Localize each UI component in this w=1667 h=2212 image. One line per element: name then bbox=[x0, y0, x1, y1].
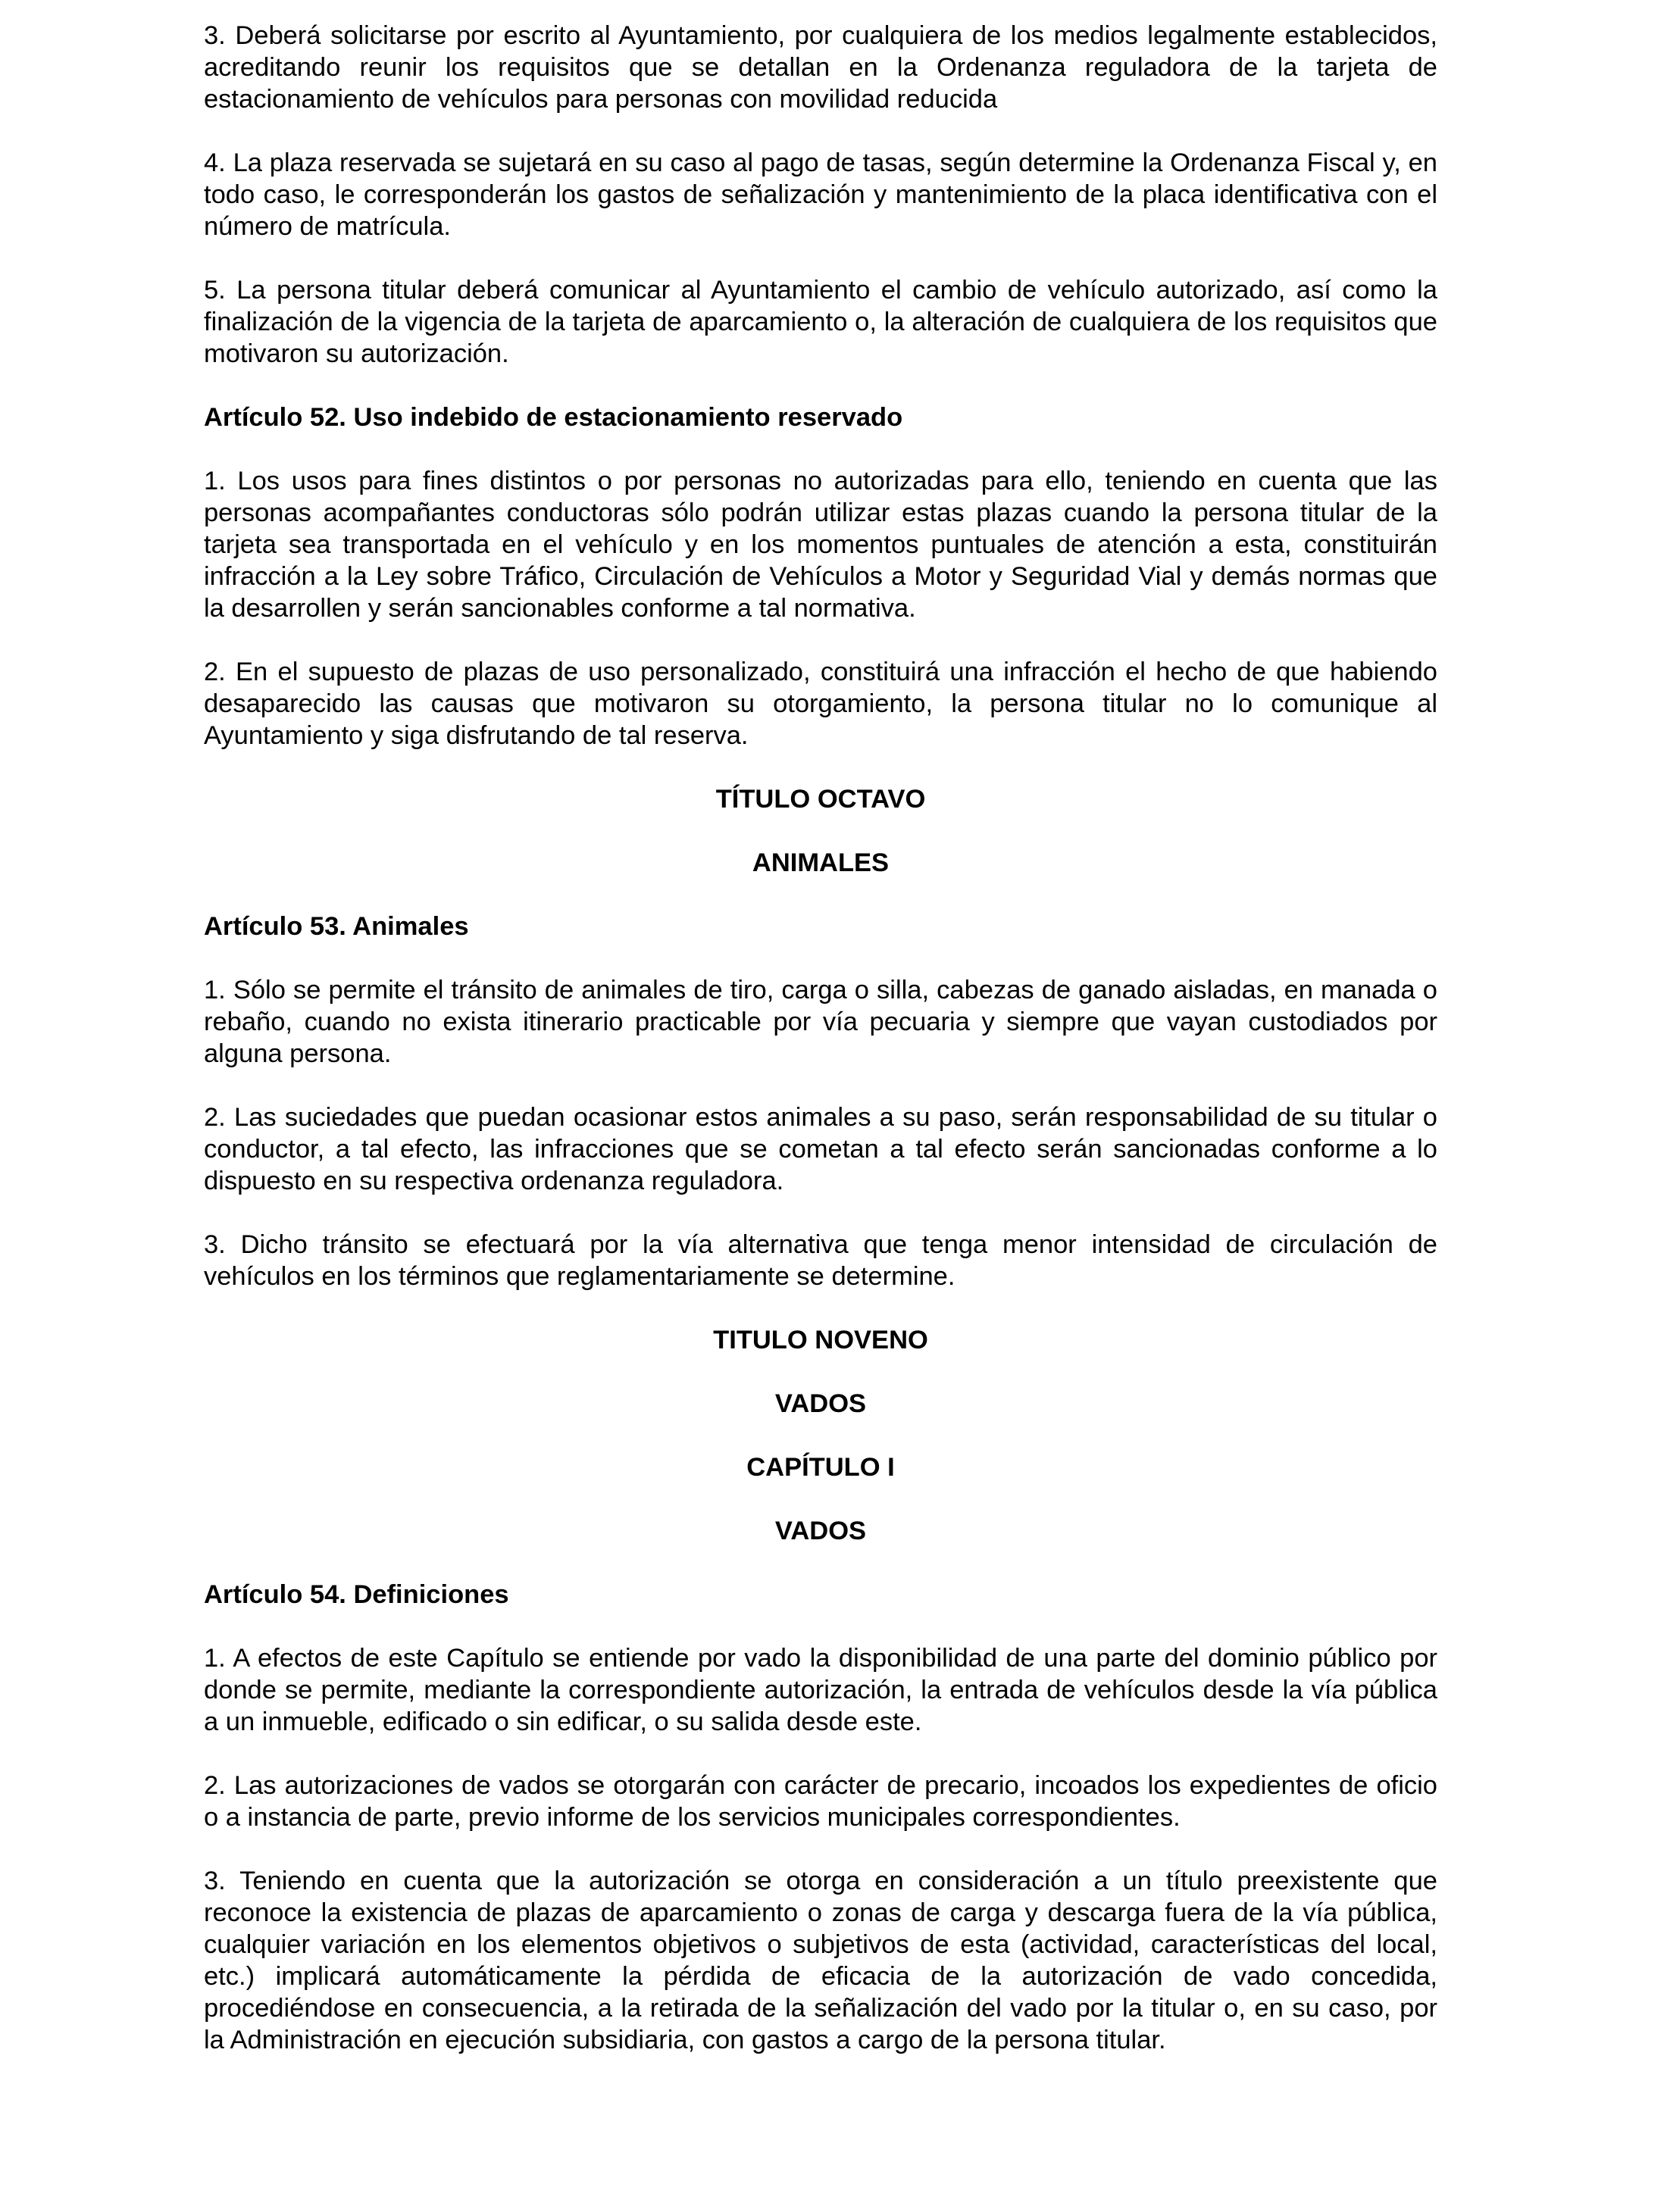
article-53-paragraph-2: 2. Las suciedades que puedan ocasionar estos animales a su paso, serán responsabilidad de su titular o conductor, a tal efecto, las infracciones que se cometan a tal efecto serán sancionadas conforme a lo dispuesto en su respectiva ordenanza reguladora. bbox=[204, 1103, 1437, 1195]
article-54-paragraph-3: 3. Teniendo en cuenta que la autorización se otorga en consideración a un título preexistente que reconoce la existencia de plazas de aparcamiento o zonas de carga y descarga fuera de la vía pública, cualquier variación en los elementos objetivos o subjetivos de esta (actividad, características del local, etc.) implicará automáticamente la pérdida de eficacia de la autorización de vado concedida, procediéndose en consecuencia, a la retirada de la señalización del vado por la titular o, en su caso, por la Administración en ejecución subsidiaria, con gastos a cargo de la persona titular. bbox=[204, 1867, 1437, 2054]
titulo-octavo-heading: TÍTULO OCTAVO bbox=[715, 785, 926, 814]
titulo-noveno-subheading: VADOS bbox=[774, 1389, 867, 1418]
article-54-paragraph-2: 2. Las autorizaciones de vados se otorgarán con carácter de precario, incoados los expedientes de oficio o a instancia de parte, previo informe de los servicios municipales correspondientes. bbox=[204, 1771, 1437, 1832]
article-53-heading: Artículo 53. Animales bbox=[204, 912, 469, 941]
article-54-paragraph-1: 1. A efectos de este Capítulo se entiende por vado la disponibilidad de una parte del dominio público por donde se permite, mediante la correspondiente autorización, la entrada de vehículos desde la vía pública a un inmueble, edificado o sin edificar, o su salida desde este. bbox=[204, 1644, 1437, 1736]
article-53-paragraph-1: 1. Sólo se permite el tránsito de animales de tiro, carga o silla, cabezas de ganado aisladas, en manada o rebaño, cuando no exista itinerario practicable por vía pecuaria y siempre que vayan custodiados por alguna persona. bbox=[204, 976, 1437, 1068]
article-53-paragraph-3: 3. Dicho tránsito se efectuará por la vía alternativa que tenga menor intensidad de circulación de vehículos en los términos que reglamentariamente se determine. bbox=[204, 1230, 1437, 1291]
paragraph-3-solicitud: 3. Deberá solicitarse por escrito al Ayuntamiento, por cualquiera de los medios legalmente establecidos, acreditando reunir los requisitos que se detallan en la Ordenanza reguladora de la tarjeta de estacionamiento de vehículos para personas con movilidad reducida bbox=[204, 21, 1437, 114]
titulo-octavo-subheading: ANIMALES bbox=[752, 848, 890, 877]
article-52-paragraph-2: 2. En el supuesto de plazas de uso personalizado, constituirá una infracción el hecho de que habiendo desaparecido las causas que motivaron su otorgamiento, la persona titular no lo comunique al Ayuntamiento y siga disfrutando de tal reserva. bbox=[204, 658, 1437, 750]
document-page bbox=[204, 20, 1437, 2088]
titulo-noveno-heading: TITULO NOVENO bbox=[713, 1326, 928, 1354]
capitulo-i-heading: CAPÍTULO I bbox=[746, 1453, 895, 1482]
paragraph-5-comunicar: 5. La persona titular deberá comunicar al Ayuntamiento el cambio de vehículo autorizado, así como la finalización de la vigencia de la tarjeta de aparcamiento o, la alteración de cualquiera de los requisitos que motivaron su autorización. bbox=[204, 276, 1437, 368]
paragraph-4-tasas: 4. La plaza reservada se sujetará en su caso al pago de tasas, según determine la Ordenanza Fiscal y, en todo caso, le corresponderán los gastos de señalización y mantenimiento de la placa identificativa con el número de matrícula. bbox=[204, 148, 1437, 241]
article-54-heading: Artículo 54. Definiciones bbox=[204, 1580, 509, 1609]
article-52-paragraph-1: 1. Los usos para fines distintos o por personas no autorizadas para ello, teniendo en cuenta que las personas acompañantes conductoras sólo podrán utilizar estas plazas cuando la persona titular de la tarjeta sea transportada en el vehículo y en los momentos puntuales de atención a esta, constituirán infracción a la Ley sobre Tráfico, Circulación de Vehículos a Motor y Seguridad Vial y demás normas que la desarrollen y serán sancionables conforme a tal normativa. bbox=[204, 467, 1437, 623]
capitulo-i-subheading: VADOS bbox=[774, 1517, 867, 1545]
article-52-heading: Artículo 52. Uso indebido de estacionamiento reservado bbox=[204, 403, 903, 432]
